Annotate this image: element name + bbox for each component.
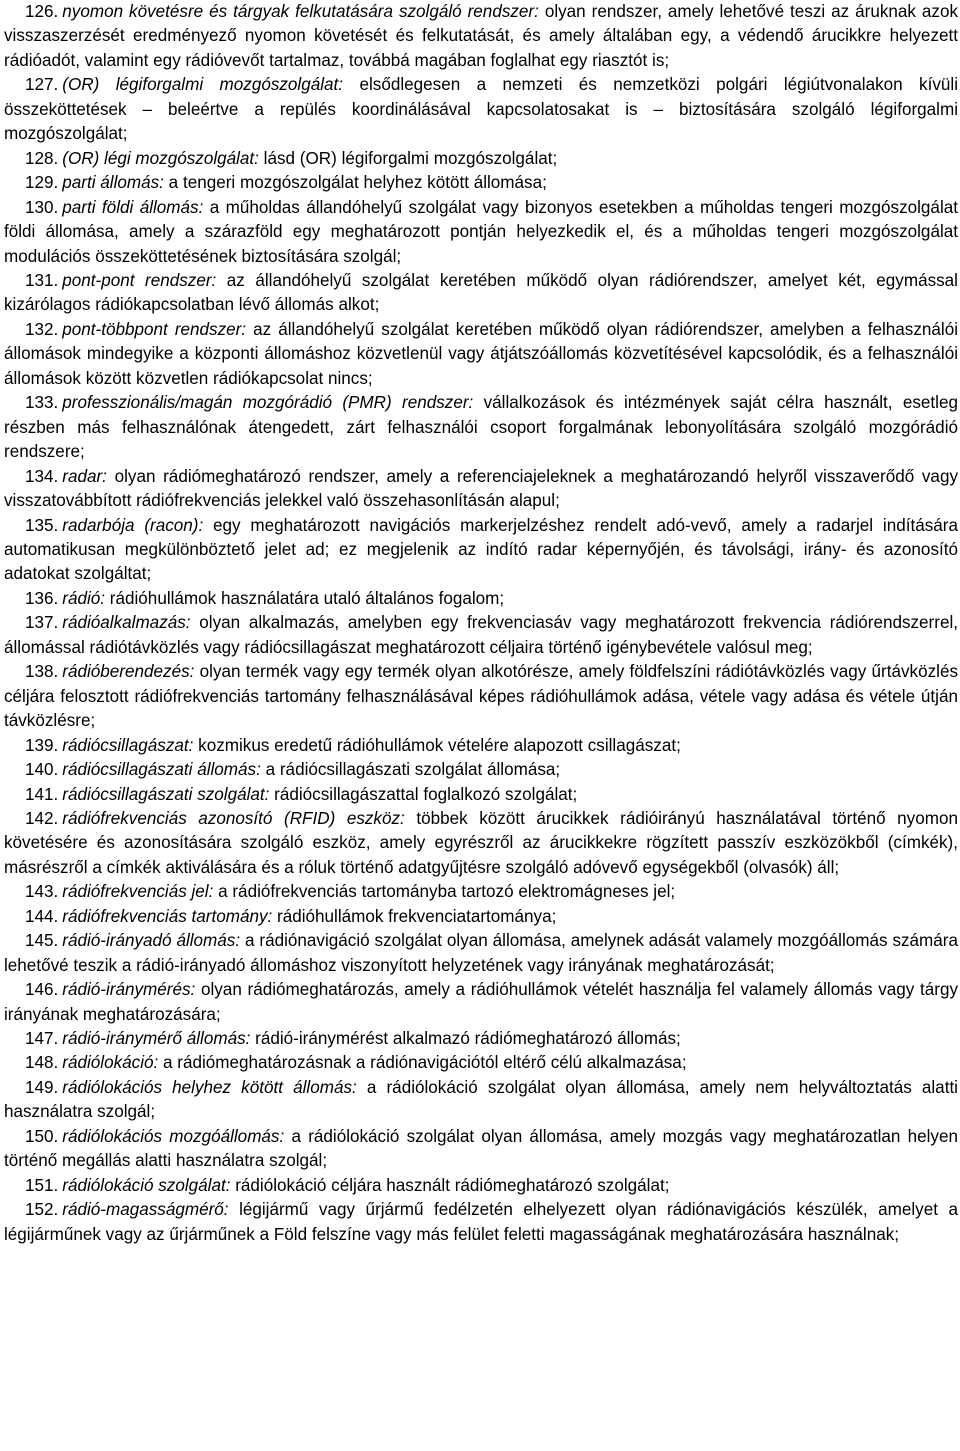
definition-entry bbox=[4, 783, 958, 807]
entry-definition: kozmikus eredetű rádióhullámok vételére alapozott csillagászat; bbox=[193, 735, 681, 755]
entry-term: radarbója (racon): bbox=[62, 515, 204, 535]
definition-entry bbox=[4, 929, 958, 978]
entry-number: 144. bbox=[25, 906, 59, 926]
entry-definition: egy meghatározott navigációs markerjelzéshez rendelt adó-vevő, amely a radarjel indítására automatikusan megkülönböztető jelet ad; ez megjelenik az indító radar képernyőjén, és távolsági, irány- és azonosító adatokat szolgáltat; bbox=[4, 515, 958, 584]
entry-number: 133. bbox=[25, 393, 59, 413]
entry-number: 147. bbox=[25, 1029, 59, 1049]
entry-definition: többek között árucikkek rádióirányú használatával történő nyomon követésére és azonosítására szolgáló eszköz, amely egyrészről az árucikkekre rögzített passzív eszközökből (címkék), másrészről a címkék aktiválására és a róluk történő adatgyűjtésre szolgáló adóvevő egységekből (olvasók) áll; bbox=[4, 808, 958, 877]
entry-term: rádiócsillagászat: bbox=[62, 735, 194, 755]
entry-definition: a tengeri mozgószolgálat helyhez kötött állomása; bbox=[163, 173, 547, 193]
entry-term: rádióalkalmazás: bbox=[62, 613, 191, 633]
definition-entry bbox=[4, 318, 958, 391]
entry-number: 150. bbox=[25, 1126, 59, 1146]
definition-entry bbox=[4, 514, 958, 587]
entry-term: rádiólokációs helyhez kötött állomás: bbox=[62, 1077, 357, 1097]
entry-term: (OR) légiforgalmi mozgószolgálat: bbox=[62, 75, 344, 95]
entry-number: 145. bbox=[25, 931, 59, 951]
definition-entry bbox=[4, 1125, 958, 1174]
definition-entry bbox=[4, 660, 958, 733]
entry-definition: rádiócsillagászattal foglalkozó szolgálat; bbox=[269, 784, 578, 804]
entry-number: 149. bbox=[25, 1077, 59, 1097]
entry-term: nyomon követésre és tárgyak felkutatására szolgáló rendszer: bbox=[62, 2, 539, 21]
entry-definition: a rádiócsillagászati szolgálat állomása; bbox=[260, 760, 561, 780]
definition-entry bbox=[4, 905, 958, 929]
definition-entry bbox=[4, 807, 958, 880]
entry-number: 139. bbox=[25, 735, 59, 755]
entry-term: rádió-iránymérő állomás: bbox=[62, 1029, 251, 1049]
entry-number: 141. bbox=[25, 784, 59, 804]
entry-definition: olyan rádiómeghatározás, amely a rádióhullámok vételét használja fel valamely állomás vagy tárgy irányának meghatározására; bbox=[4, 980, 958, 1024]
entry-term: rádió-iránymérés: bbox=[62, 980, 196, 1000]
entry-number: 151. bbox=[25, 1175, 59, 1195]
entry-term: rádiócsillagászati szolgálat: bbox=[62, 784, 270, 804]
definition-entry bbox=[4, 171, 958, 195]
definition-entry bbox=[4, 880, 958, 904]
definition-entry bbox=[4, 1027, 958, 1051]
entry-term: rádiólokáció szolgálat: bbox=[62, 1175, 231, 1195]
entry-term: pont-pont rendszer: bbox=[62, 270, 217, 290]
definition-entry bbox=[4, 1076, 958, 1125]
definition-entry bbox=[4, 196, 958, 269]
definition-entry bbox=[4, 758, 958, 782]
entry-definition: rádióhullámok használatára utaló általános fogalom; bbox=[105, 588, 505, 608]
entry-number: 134. bbox=[25, 466, 59, 486]
entry-definition: az állandóhelyű szolgálat keretében működő olyan rádiórendszer, amelyet két, egymással kizárólagos rádiókapcsolatban lévő állomás alkot; bbox=[4, 270, 958, 315]
definition-entry bbox=[4, 269, 958, 318]
entry-definition: a rádiólokáció szolgálat olyan állomása, amely nem helyváltoztatás alatti használatra szolgál; bbox=[4, 1077, 958, 1122]
entry-term: parti földi állomás: bbox=[62, 197, 204, 217]
definition-entry bbox=[4, 1051, 958, 1075]
definition-entry bbox=[4, 0, 958, 73]
entry-term: (OR) légi mozgószolgálat: bbox=[62, 148, 259, 168]
entry-number: 129. bbox=[25, 173, 59, 193]
entry-number: 127. bbox=[25, 75, 59, 95]
entry-term: rádiócsillagászati állomás: bbox=[62, 760, 261, 780]
definition-entry bbox=[4, 611, 958, 660]
entry-number: 137. bbox=[25, 613, 59, 633]
entry-term: rádiófrekvenciás tartomány: bbox=[62, 906, 273, 926]
entry-definition: rádiólokáció céljára használt rádiómeghatározó szolgálat; bbox=[230, 1175, 670, 1195]
entry-definition: az állandóhelyű szolgálat keretében működő olyan rádiórendszer, amelyben a felhasználói állomások mindegyike a központi állomáshoz közvetlenül vagy átjátszóállomás közvetítésével kapcsolódik, és a felhasználói állomások között közvetlen rádiókapcsolat nincs; bbox=[4, 319, 958, 388]
entry-number: 135. bbox=[25, 515, 59, 535]
entry-number: 143. bbox=[25, 882, 59, 902]
entry-number: 132. bbox=[25, 319, 59, 339]
entry-number: 138. bbox=[25, 662, 59, 682]
entry-definition: légijármű vagy űrjármű fedélzetén elhelyezett olyan rádiónavigációs készülék, amelyet a légijárműnek vagy az űrjárműnek a Föld felszíne vagy más felület feletti magasságának meghatározására használnak; bbox=[4, 1200, 958, 1244]
entry-definition: olyan rádiómeghatározó rendszer, amely a referenciajeleknek a meghatározandó helyről visszaverődő vagy visszatovábbított rádiófrekvenciás jelekkel való összehasonlításán alapul; bbox=[4, 466, 958, 511]
entry-definition: lásd (OR) légiforgalmi mozgószolgálat; bbox=[258, 148, 558, 168]
entry-definition: olyan rendszer, amely lehetővé teszi az áruknak azok visszaszerzését eredményező nyomon követését és felkutatását, és amely általában egy, a védendő árucikkre helyezett rádióadót, valamint egy rádióvevőt tartalmaz, továbbá magában foglalhat egy riasztót is; bbox=[4, 2, 959, 70]
entry-definition: a rádiómeghatározásnak a rádiónavigációtól eltérő célú alkalmazása; bbox=[158, 1053, 687, 1073]
entry-term: rádióberendezés: bbox=[62, 662, 195, 682]
entry-term: rádiófrekvenciás jel: bbox=[62, 882, 214, 902]
definition-entry bbox=[4, 734, 958, 758]
document-body bbox=[4, 0, 958, 1247]
entry-definition: a rádiófrekvenciás tartományba tartozó elektromágneses jel; bbox=[213, 882, 676, 902]
entry-term: parti állomás: bbox=[62, 173, 164, 193]
entry-definition: a rádiónavigáció szolgálat olyan állomása, amelynek adását valamely mozgóállomás számára lehetővé teszik a rádió-irányadó állomáshoz viszonyított helyzetének vagy irányának meghatározását; bbox=[4, 931, 958, 975]
entry-term: rádió-magasságmérő: bbox=[62, 1200, 229, 1220]
entry-number: 136. bbox=[25, 588, 59, 608]
entry-number: 148. bbox=[25, 1053, 59, 1073]
definition-entry bbox=[4, 978, 958, 1027]
entry-term: rádió-irányadó állomás: bbox=[62, 931, 241, 951]
entry-definition: olyan termék vagy egy termék olyan alkotórésze, amely földfelszíni rádiótávközlés vagy űrtávközlés céljára felosztott rádiófrekvenciás tartomány felhasználásával képes rádióhullámok adása, vétele vagy adása és vétele útján távközlésre; bbox=[4, 662, 958, 731]
entry-term: rádió: bbox=[62, 588, 106, 608]
entry-definition: rádióhullámok frekvenciatartománya; bbox=[272, 906, 557, 926]
definition-entry bbox=[4, 147, 958, 171]
entry-term: rádiófrekvenciás azonosító (RFID) eszköz: bbox=[62, 808, 405, 828]
entry-number: 128. bbox=[25, 148, 59, 168]
entry-number: 142. bbox=[25, 808, 59, 828]
entry-number: 130. bbox=[25, 197, 59, 217]
entry-term: radar: bbox=[62, 466, 107, 486]
entry-number: 146. bbox=[25, 980, 59, 1000]
entry-term: pont-többpont rendszer: bbox=[62, 319, 247, 339]
entry-definition: olyan alkalmazás, amelyben egy frekvenciasáv vagy meghatározott frekvencia rádiórendszerrel, állomással rádiótávközlés vagy rádiócsillagászat meghatározott céljaira történő igénybevétele valósul meg; bbox=[4, 613, 958, 657]
entry-number: 140. bbox=[25, 760, 59, 780]
entry-number: 131. bbox=[25, 270, 59, 290]
entry-definition: a rádiólokáció szolgálat olyan állomása, amely mozgás vagy meghatározatlan helyen történő megállás alatti használatra szolgál; bbox=[4, 1126, 958, 1171]
definition-entry bbox=[4, 465, 958, 514]
entry-number: 126. bbox=[25, 2, 59, 21]
definition-entry bbox=[4, 73, 958, 146]
definition-entry bbox=[4, 391, 958, 464]
entry-number: 152. bbox=[25, 1200, 59, 1220]
entry-term: rádiólokáció: bbox=[62, 1053, 159, 1073]
entry-term: professzionális/magán mozgórádió (PMR) rendszer: bbox=[62, 393, 474, 413]
definition-entry bbox=[4, 1198, 958, 1247]
entry-definition: vállalkozások és intézmények saját célra használt, esetleg részben más felhasználónak átengedett, zárt felhasználói csoport forgalmának lebonyolítására szolgáló mozgórádió rendszere; bbox=[4, 393, 958, 462]
entry-term: rádiólokációs mozgóállomás: bbox=[62, 1126, 285, 1146]
entry-definition: a műholdas állandóhelyű szolgálat vagy bizonyos esetekben a műholdas tengeri mozgószolgálat földi állomása, amely a szárazföld egy meghatározott pontján helyezkedik el, és a műholdas tengeri mozgószolgálat modulációs összeköttetésének biztosítására szolgál; bbox=[4, 197, 958, 266]
definition-entry bbox=[4, 587, 958, 611]
entry-definition: rádió-iránymérést alkalmazó rádiómeghatározó állomás; bbox=[250, 1029, 681, 1049]
definition-entry bbox=[4, 1174, 958, 1198]
entry-definition: elsődlegesen a nemzeti és nemzetközi polgári légiútvonalakon kívüli összeköttetések – beleértve a repülés koordinálásával kapcsolatosakat is – biztosítására szolgáló légiforgalmi mozgószolgálat; bbox=[4, 75, 958, 144]
